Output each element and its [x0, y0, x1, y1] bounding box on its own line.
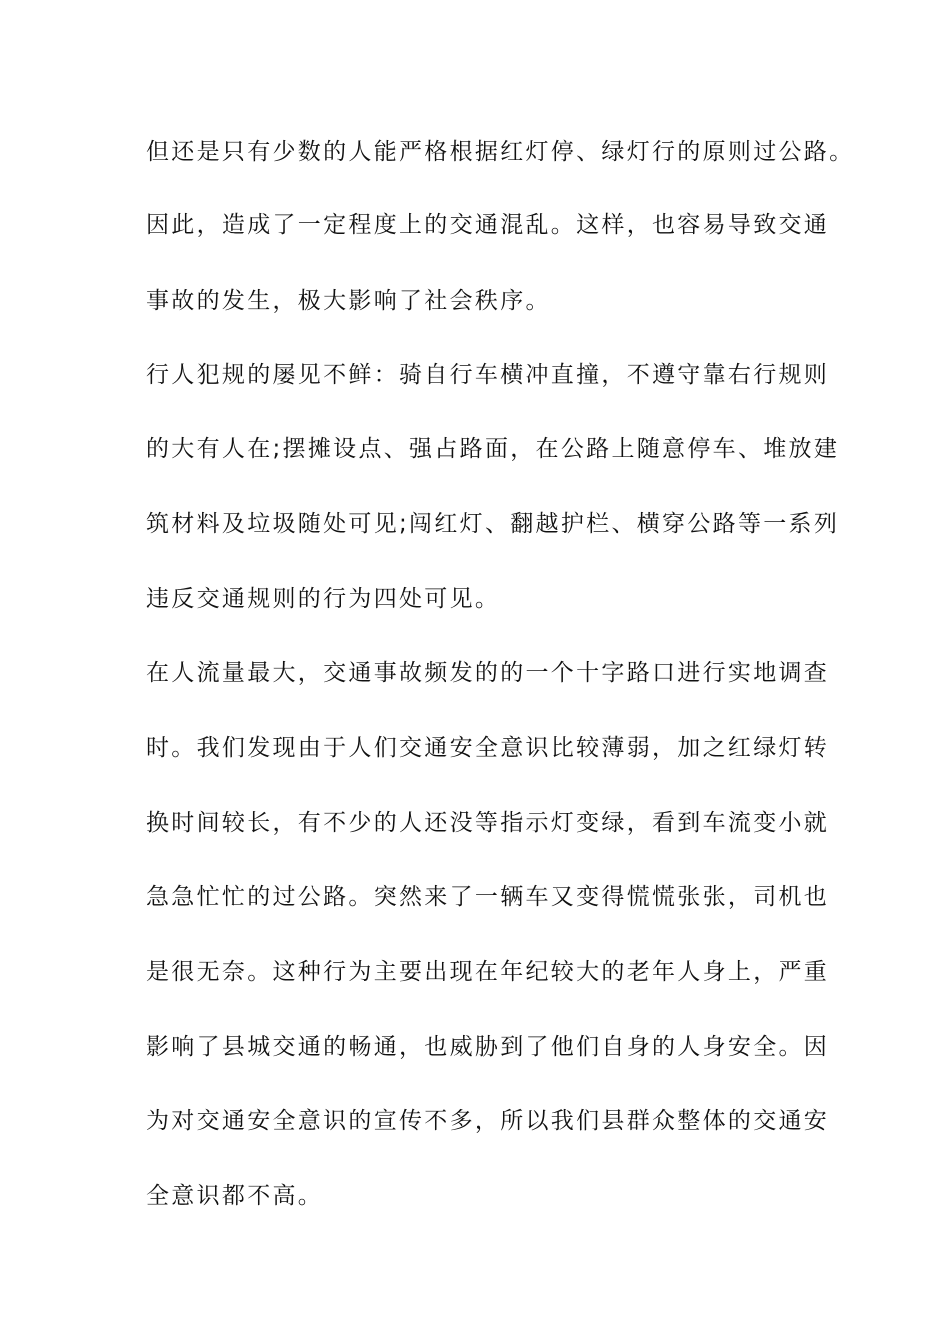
- text-line: 是很无奈。这种行为主要出现在年纪较大的老年人身上，严重: [146, 959, 830, 985]
- text-line: 但还是只有少数的人能严格根据红灯停、绿灯行的原则过公路。: [146, 139, 855, 165]
- text-line: 影响了县城交通的畅通，也威胁到了他们自身的人身安全。因: [146, 1034, 830, 1060]
- text-line: 换时间较长，有不少的人还没等指示灯变绿，看到车流变小就: [146, 810, 830, 836]
- text-line: 违反交通规则的行为四处可见。: [146, 586, 501, 612]
- text-line: 急急忙忙的过公路。突然来了一辆车又变得慌慌张张，司机也: [146, 884, 830, 910]
- text-line: 在人流量最大，交通事故频发的的一个十字路口进行实地调查: [146, 660, 830, 686]
- text-line: 事故的发生，极大影响了社会秩序。: [146, 288, 551, 314]
- text-line: 全意识都不高。: [146, 1183, 324, 1209]
- text-line: 因此，造成了一定程度上的交通混乱。这样，也容易导致交通: [146, 212, 830, 238]
- text-line: 筑材料及垃圾随处可见;闯红灯、翻越护栏、横穿公路等一系列: [146, 511, 840, 537]
- text-line: 时。我们发现由于人们交通安全意识比较薄弱，加之红绿灯转: [146, 735, 830, 761]
- text-line: 行人犯规的屡见不鲜：骑自行车横冲直撞，不遵守靠右行规则: [146, 362, 830, 388]
- text-line: 的大有人在;摆摊设点、强占路面，在公路上随意停车、堆放建: [146, 436, 840, 462]
- text-line: 为对交通安全意识的宣传不多，所以我们县群众整体的交通安: [146, 1108, 830, 1134]
